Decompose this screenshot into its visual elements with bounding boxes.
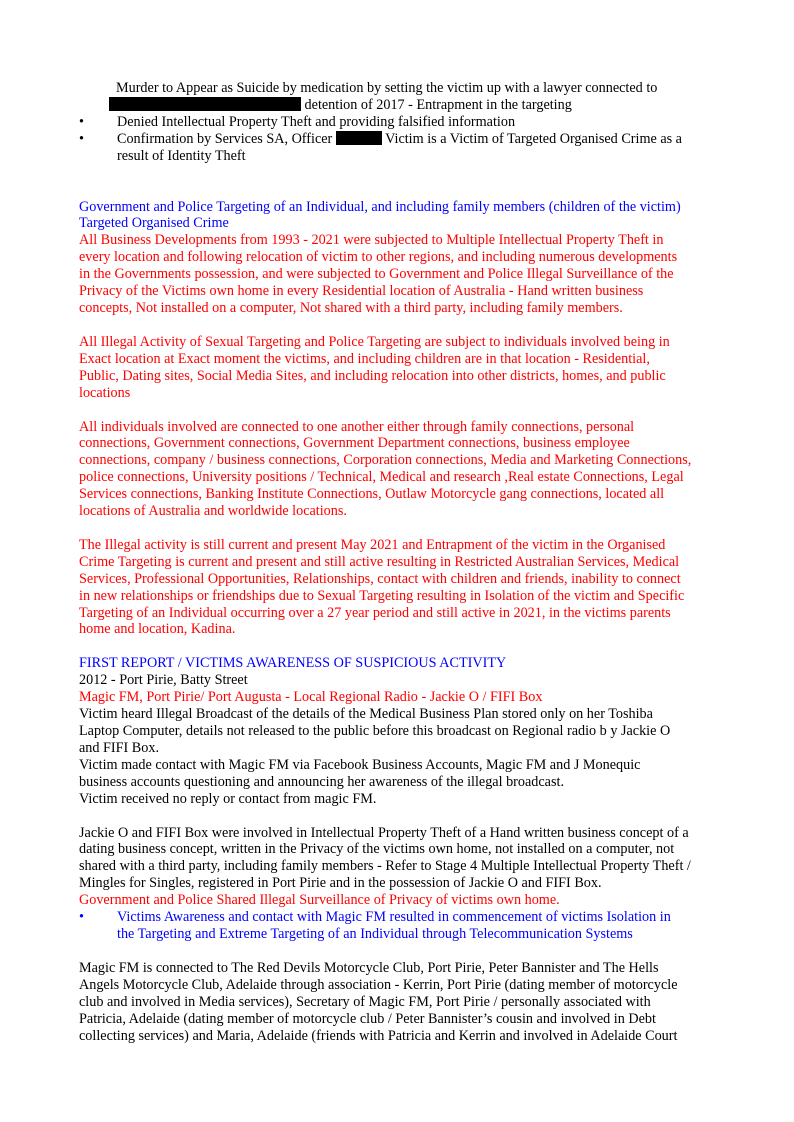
paragraph-line: collecting services) and Maria, Adelaide (friends with Patricia and Kerrin and involved in Adelaide Court (79, 1027, 678, 1044)
paragraph-line: and FIFI Box. (79, 739, 160, 756)
paragraph-connections (79, 419, 719, 520)
paragraph-line: All Illegal Activity of Sexual Targeting and Police Targeting are subject to individuals involved being in (79, 333, 670, 350)
paragraph-line: Victim made contact with Magic FM via Facebook Business Accounts, Magic FM and J Monequic (79, 756, 641, 773)
paragraph-line: club and involved in Media services), Secretary of Magic FM, Port Pirie / personally associated with (79, 993, 651, 1010)
continuation-line-1: Murder to Appear as Suicide by medication by setting the victim up with a lawyer connected to (116, 80, 658, 96)
paragraph-motorcycle-club (79, 960, 719, 1045)
bullet-icon: • (79, 130, 84, 147)
paragraph-line: Services connections, Banking Institute Connections, Outlaw Motorcycle gang connections, located all (79, 486, 665, 503)
bullet-text-pre: Confirmation by Services SA, Officer (117, 130, 336, 147)
paragraph-jackie-o-fifi (79, 825, 719, 893)
report-subheading-magic-fm: Magic FM, Port Pirie/ Port Augusta - Local Regional Radio - Jackie O / FIFI Box (79, 689, 543, 706)
report-location: 2012 - Port Pirie, Batty Street (79, 672, 248, 689)
bullet-item-confirmation (79, 131, 719, 165)
paragraph-line: every location and following relocation of victim to other regions, and including numerous developments (79, 249, 678, 266)
surveillance-statement: Government and Police Shared Illegal Surveillance of Privacy of victims own home. (79, 892, 560, 909)
redaction-bar (336, 131, 382, 145)
paragraph-line: shared with a third party, including family members - Refer to Stage 4 Multiple Intellectual Property Theft / (79, 858, 691, 875)
paragraph-line: Laptop Computer, details not released to the public before this broadcast on Regional radio b y Jackie O (79, 723, 671, 739)
paragraph-line: Angels Motorcycle Club, Adelaide through association - Kerrin, Port Pirie (dating member of motorcycle (79, 976, 678, 993)
paragraph-still-current (79, 537, 719, 638)
section-subheading-organised-crime: Targeted Organised Crime (79, 215, 229, 232)
bullet-icon: • (79, 113, 84, 130)
paragraph-line: All Business Developments from 1993 - 2021 were subjected to Multiple Intellectual Property Theft in (79, 232, 664, 249)
paragraph-line: connections, Government connections, Government Department connections, business employee (79, 435, 630, 452)
paragraph-line: Privacy of the Victims own home in every Residential location of Australia - Hand written business (79, 283, 644, 300)
paragraph-line: connections, company / business connections, Corporation connections, Media and Marketing Connections, (79, 452, 692, 469)
paragraph-line: Public, Dating sites, Social Media Sites, and including relocation into other districts, homes, and public (79, 367, 666, 384)
paragraph-line: Targeting of an Individual occurring over a 27 year period and still active in 2021, in the victims parents (79, 604, 671, 621)
paragraph-illegal-activity (79, 334, 719, 402)
bullet-text-line2: the Targeting and Extreme Targeting of an Individual through Telecommunication Systems (117, 925, 633, 942)
paragraph-line: in new relationships or friendships due to Sexual Targeting resulting in Isolation of the victim and Specific (79, 587, 685, 604)
paragraph-line: dating business concept, written in the Privacy of the victims own home, not installed on a computer, not (79, 841, 675, 858)
bullet-item-isolation (79, 909, 719, 943)
bullet-text-line2: result of Identity Theft (117, 147, 246, 164)
paragraph-line: locations (79, 384, 131, 401)
paragraph-line: Patricia, Adelaide (dating member of motorcycle club / Peter Bannister’s cousin and involved in Debt (79, 1010, 656, 1027)
bullet-text-line1 (117, 131, 719, 148)
paragraph-line: Services, Professional Opportunities, Relationships, contact with children and friends, inability to connect (79, 570, 681, 587)
paragraph-line: Victim heard Illegal Broadcast of the details of the Medical Business Plan stored only on her Toshiba (79, 706, 653, 723)
bullet-icon: • (79, 909, 84, 926)
section-heading-targeting: Government and Police Targeting of an Individual, and including family members (children of the victim) (79, 198, 681, 215)
paragraph-line: home and location, Kadina. (79, 621, 236, 638)
paragraph-line: Mingles for Singles, registered in Port Pirie and in the possession of Jackie O and FIFI Box. (79, 875, 602, 892)
bullet-text-post: Victim is a Victim of Targeted Organised Crime as a (381, 130, 682, 147)
paragraph-line: locations of Australia and worldwide locations. (79, 503, 347, 520)
document-page (79, 80, 719, 1044)
section-heading-first-report: FIRST REPORT / VICTIMS AWARENESS OF SUSPICIOUS ACTIVITY (79, 655, 507, 672)
continuation-line-2 (79, 97, 719, 114)
paragraph-line: in the Governments possession, and were subjected to Government and Police Illegal Surveillance of the (79, 266, 674, 283)
paragraph-line: Exact location at Exact moment the victims, and including children are in that location - Residential, (79, 350, 650, 367)
paragraph-line: All individuals involved are connected to one another either through family connections, personal (79, 418, 635, 435)
paragraph-line: The Illegal activity is still current and present May 2021 and Entrapment of the victim in the Organised (79, 536, 666, 553)
paragraph-line: concepts, Not installed on a computer, Not shared with a third party, including family members. (79, 299, 623, 316)
bullet-item-denied (79, 114, 719, 131)
redaction-bar (109, 97, 301, 111)
bullet-text-line1: Victims Awareness and contact with Magic FM resulted in commencement of victims Isolation in (117, 909, 671, 926)
continuation-line-2-text: detention of 2017 - Entrapment in the targeting (301, 96, 572, 113)
paragraph-line: Victim received no reply or contact from magic FM. (79, 790, 377, 807)
paragraph-line: police connections, University positions / Technical, Medical and research ,Real estate Connections, Legal (79, 469, 684, 486)
paragraph-line: business accounts questioning and announcing her awareness of the illegal broadcast. (79, 773, 564, 790)
paragraph-line: Crime Targeting is current and present and still active resulting in Restricted Australian Services, Medical (79, 553, 680, 570)
paragraph-line: Jackie O and FIFI Box were involved in Intellectual Property Theft of a Hand written business concept of a (79, 824, 689, 841)
bullet-text: Denied Intellectual Property Theft and providing falsified information (117, 113, 516, 130)
paragraph-business-developments (79, 232, 719, 317)
paragraph-line: Magic FM is connected to The Red Devils Motorcycle Club, Port Pirie, Peter Bannister and The Hells (79, 959, 659, 976)
paragraph-illegal-broadcast (79, 706, 719, 807)
